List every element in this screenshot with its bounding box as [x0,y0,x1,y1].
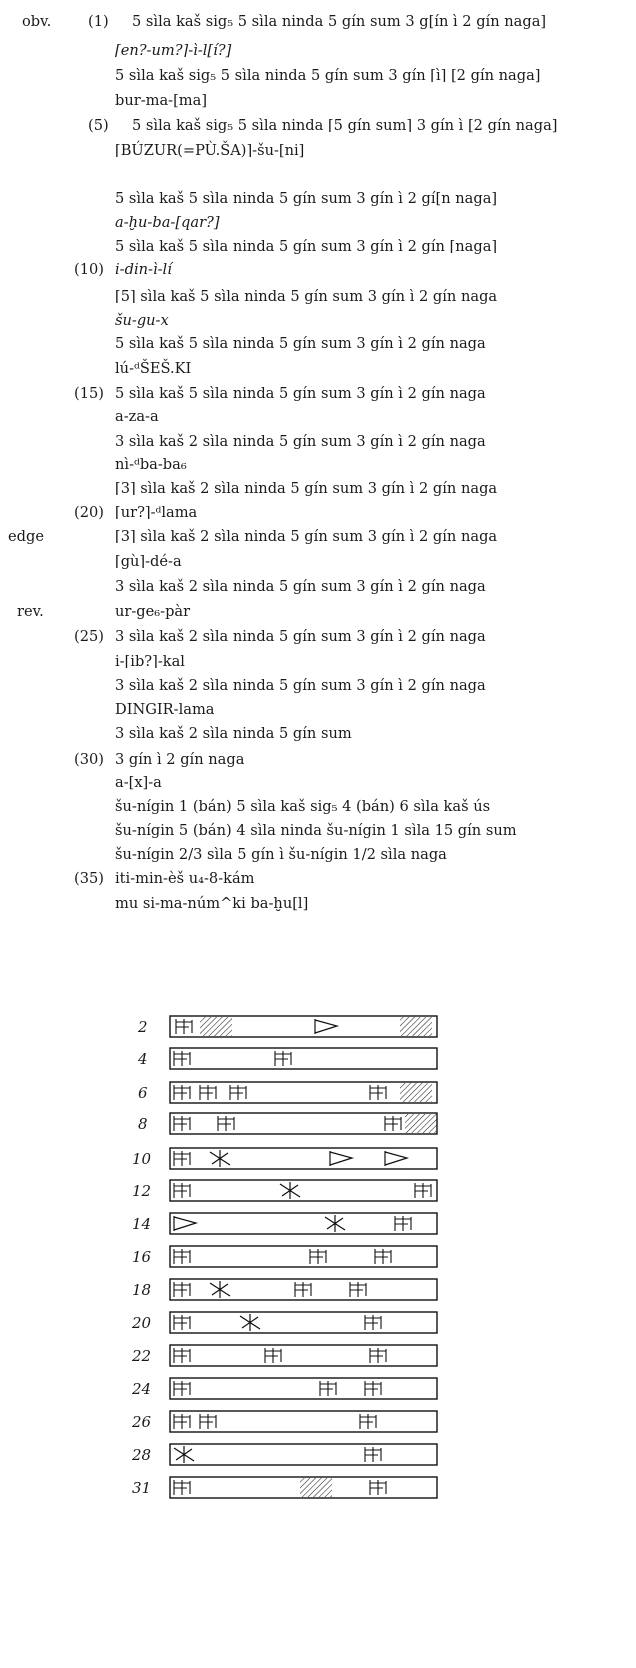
tablet-strip [170,1312,437,1333]
side-label: obv. [22,13,52,30]
transliteration-line: ⌈BÚZUR(=PÙ.ŠA)⌉-šu-[ni] [115,142,305,159]
strip-line-number: 28 [132,1446,152,1464]
tablet-strip [170,1213,437,1234]
tablet-strip [170,1477,437,1498]
strip-line-number: 6 [138,1084,148,1102]
transliteration-line: šu-nígin 1 (bán) 5 sìla kaš sig₅ 4 (bán) 6 sìla kaš ús [115,798,491,815]
strip-line-number: 22 [132,1347,152,1365]
transliteration-line: 5 sìla kaš sig₅ 5 sìla ninda 5 gín sum 3 g[ín ì 2 gín naga] [132,13,547,30]
transliteration-line: 3 sìla kaš 2 sìla ninda 5 gín sum 3 gín ì 2 gín naga [115,578,486,595]
tablet-strip [170,1048,437,1069]
line-number: (1) [88,13,109,30]
tablet-strip [170,1411,437,1432]
transliteration-line: nì-ᵈba-ba₆ [115,456,187,473]
tablet-strip [170,1016,437,1037]
transliteration-line: 5 sìla kaš sig₅ 5 sìla ninda 5 gín sum 3 gín ⌈ì⌉ [2 gín naga] [115,67,541,84]
transliteration-line: 5 sìla kaš 5 sìla ninda 5 gín sum 3 gín ì 2 gín naga [115,385,486,402]
transliteration-line: 5 sìla kaš 5 sìla ninda 5 gín sum 3 gín ì 2 gín ⌈naga⌉ [115,238,498,255]
strip-line-number: 18 [132,1281,152,1299]
line-number: (5) [88,117,109,134]
side-label: edge [8,528,44,545]
transliteration-line: ⌈3⌉ sìla kaš 2 sìla ninda 5 gín sum 3 gín ì 2 gín naga [115,480,498,497]
transliteration-line: 3 sìla kaš 2 sìla ninda 5 gín sum 3 gín ì 2 gín naga [115,628,486,645]
transliteration-line: šu-gu-x [115,312,169,329]
strip-line-number: 16 [132,1248,152,1266]
tablet-strip [170,1180,437,1201]
side-label: rev. [17,603,44,620]
strip-line-number: 26 [132,1413,152,1431]
transliteration-line: DINGIR-lama [115,701,215,718]
line-number: (15) [74,385,104,402]
tablet-strip [170,1246,437,1267]
transliteration-line: a-ḫu-ba-[qar?] [115,214,220,231]
transliteration-line: ⌈3⌉ sìla kaš 2 sìla ninda 5 gín sum 3 gín ì 2 gín naga [115,528,498,545]
transliteration-line: šu-nígin 5 (bán) 4 sìla ninda šu-nígin 1 sìla 15 gín sum [115,822,517,839]
transliteration-line: 5 sìla kaš sig₅ 5 sìla ninda ⌈5 gín sum⌉ 3 gín ì [2 gín naga] [132,117,558,134]
transliteration-line: i-din-ì-lí [115,261,172,278]
tablet-strip [170,1148,437,1169]
strip-line-number: 31 [132,1479,152,1497]
transliteration-line: ⌈en?-um?⌉-ì-l[í?] [115,42,232,59]
transliteration-line: ⌈gù⌉-dé-a [115,553,182,570]
tablet-strip [170,1082,437,1103]
line-number: (30) [74,751,104,768]
transliteration-line: bur-ma-[ma] [115,92,208,109]
transliteration-line: 3 gín ì 2 gín naga [115,751,245,768]
strip-line-number: 12 [132,1182,152,1200]
line-number: (10) [74,261,104,278]
transliteration-line: a-[x]-a [115,774,162,791]
strip-line-number: 4 [138,1050,148,1068]
transliteration-line: iti-min-èš u₄-8-kám [115,870,255,887]
strip-line-number: 8 [138,1115,148,1133]
strip-line-number: 10 [132,1150,152,1168]
tablet-strip [170,1444,437,1465]
tablet-strip [170,1378,437,1399]
line-number: (35) [74,870,104,887]
strip-line-number: 24 [132,1380,152,1398]
transliteration-line: 3 sìla kaš 2 sìla ninda 5 gín sum 3 gín ì 2 gín naga [115,677,486,694]
transliteration-line: ⌈5⌉ sìla kaš 5 sìla ninda 5 gín sum 3 gín ì 2 gín naga [115,288,498,305]
transliteration-line: 3 sìla kaš 2 sìla ninda 5 gín sum 3 gín ì 2 gín naga [115,433,486,450]
line-number: (25) [74,628,104,645]
transliteration-line: 3 sìla kaš 2 sìla ninda 5 gín sum [115,725,352,742]
tablet-strip [170,1279,437,1300]
transliteration-line: šu-nígin 2/3 sìla 5 gín ì šu-nígin 1/2 sìla naga [115,846,447,863]
strip-line-number: 20 [132,1314,152,1332]
strip-line-number: 2 [138,1018,148,1036]
line-number: (20) [74,504,104,521]
transliteration-line: i-⌈ib?⌉-kal [115,653,185,670]
transliteration-line: ur-ge₆-pàr [115,603,191,620]
tablet-strip [170,1113,437,1134]
tablet-strip [170,1345,437,1366]
transliteration-line: 5 sìla kaš 5 sìla ninda 5 gín sum 3 gín ì 2 gín naga [115,335,486,352]
transliteration-line: mu si-ma-núm^ki ba-ḫu[l] [115,895,309,912]
transliteration-line: ⌈ur?⌉-ᵈlama [115,504,198,521]
transliteration-line: a-za-a [115,408,159,425]
transliteration-line: 5 sìla kaš 5 sìla ninda 5 gín sum 3 gín ì 2 gí[n naga] [115,190,498,207]
transliteration-line: lú-ᵈŠEŠ.KI [115,360,192,377]
strip-line-number: 14 [132,1215,152,1233]
